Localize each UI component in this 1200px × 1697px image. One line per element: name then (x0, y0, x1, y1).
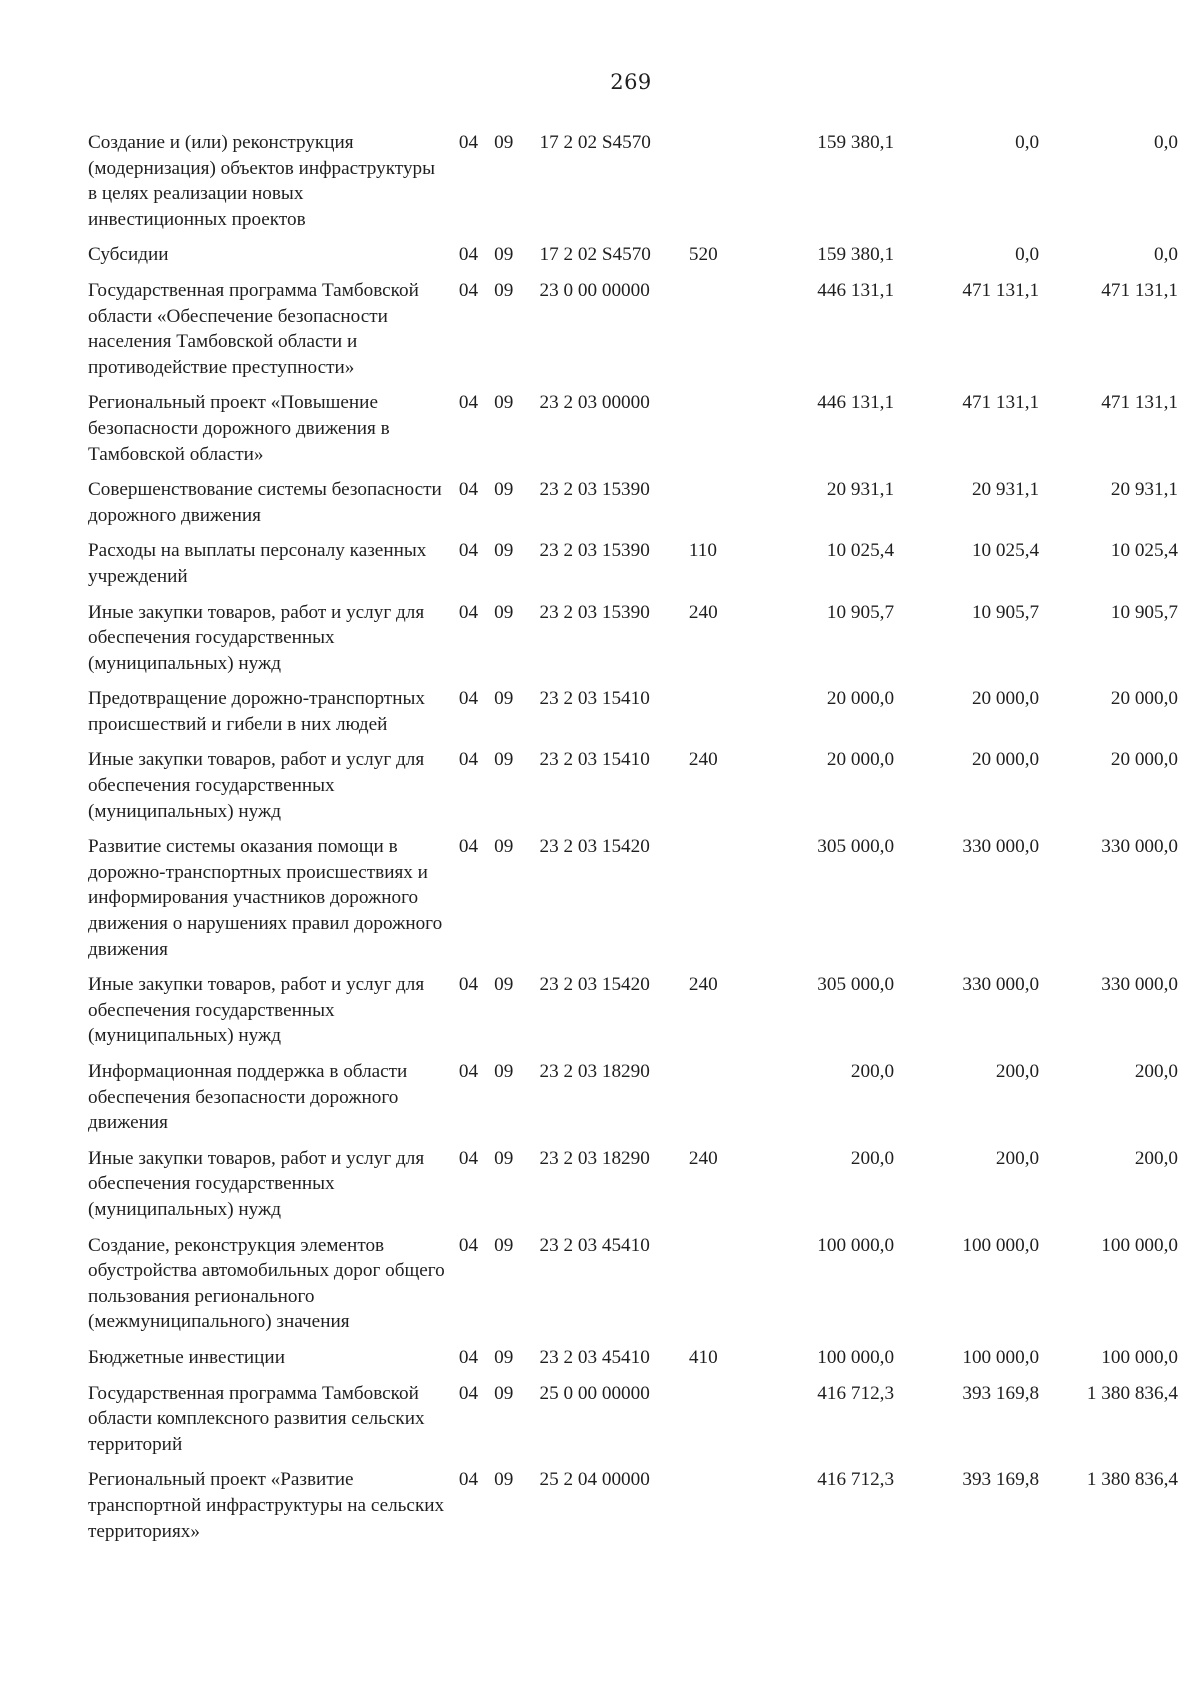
expense-name: Бюджетные инвестиции (88, 1346, 285, 1368)
expense-name: Региональный проект «Развитие транспортной инфраструктуры на сельских территориях» (88, 1469, 445, 1542)
target-article-code: 25 2 04 00000 (539, 1469, 650, 1491)
amount-year-1: 10 905,7 (826, 601, 895, 623)
amount-year-1: 200,0 (850, 1061, 895, 1082)
expense-name: Государственная программа Тамбовской области «Обеспечение безопасности населения Тамбовской области и противодействие преступности» (88, 279, 419, 378)
expense-name: Создание и (или) реконструкция (модернизация) объектов инфраструктуры в целях реализации новых инвестиционных проектов (88, 132, 436, 230)
budget-table (88, 130, 1178, 1554)
amount-year-1: 446 131,1 (817, 392, 895, 414)
subsection-code: 09 (494, 1346, 514, 1368)
target-article-code: 23 2 03 45410 (539, 1346, 650, 1368)
table-row (88, 1059, 1178, 1146)
section-code: 04 (458, 836, 479, 858)
amount-year-1: 159 380,1 (817, 132, 895, 153)
table-row (88, 972, 1178, 1059)
expense-name: Создание, реконструкция элементов обустройства автомобильных дорог общего пользования регионального (межмуниципального) значения (88, 1234, 445, 1333)
amount-year-2: 20 000,0 (971, 749, 1040, 771)
table-row (88, 130, 1178, 242)
section-code: 04 (458, 132, 479, 153)
table-row (88, 1381, 1178, 1468)
target-article-code: 23 2 03 18290 (539, 1147, 650, 1169)
expense-name: Развитие системы оказания помощи в дорожно-транспортных происшествиях и информирования участников дорожного движения о нарушениях правил дорожного движения (88, 836, 443, 960)
table-row (88, 477, 1178, 538)
expense-type-code: 240 (688, 1147, 718, 1169)
subsection-code: 09 (494, 688, 514, 710)
target-article-code: 23 2 03 15390 (539, 540, 650, 562)
amount-year-2: 393 169,8 (962, 1469, 1040, 1491)
table-row (88, 242, 1178, 278)
amount-year-3: 330 000,0 (1101, 974, 1178, 996)
expense-name: Иные закупки товаров, работ и услуг для обеспечения государственных (муниципальных) нужд (88, 601, 425, 674)
amount-year-1: 20 931,1 (826, 479, 895, 501)
expense-type-code (689, 1059, 751, 1146)
subsection-code: 09 (494, 392, 514, 414)
amount-year-3: 10 905,7 (1110, 601, 1178, 623)
expense-name: Субсидии (88, 244, 169, 266)
amount-year-3: 471 131,1 (1101, 279, 1178, 301)
amount-year-3: 100 000,0 (1101, 1346, 1178, 1368)
amount-year-3: 10 025,4 (1110, 540, 1178, 562)
amount-year-1: 10 025,4 (826, 540, 895, 562)
expense-name: Иные закупки товаров, работ и услуг для обеспечения государственных (муниципальных) нужд (88, 749, 425, 822)
section-code: 04 (458, 540, 479, 562)
amount-year-1: 305 000,0 (817, 974, 895, 996)
section-code: 04 (458, 392, 479, 414)
subsection-code: 09 (494, 974, 514, 996)
amount-year-1: 200,0 (850, 1147, 895, 1169)
target-article-code: 23 0 00 00000 (539, 279, 650, 301)
amount-year-2: 10 025,4 (971, 540, 1040, 562)
table-row (88, 686, 1178, 747)
expense-name: Совершенствование системы безопасности дорожного движения (88, 479, 442, 526)
amount-year-2: 100 000,0 (962, 1346, 1040, 1368)
target-article-code: 25 0 00 00000 (539, 1382, 650, 1404)
table-row (88, 1146, 1178, 1233)
amount-year-3: 330 000,0 (1101, 836, 1178, 858)
amount-year-3: 20 931,1 (1110, 479, 1178, 501)
table-row (88, 538, 1178, 599)
subsection-code: 09 (494, 1061, 514, 1082)
target-article-code: 23 2 03 15410 (539, 688, 650, 710)
subsection-code: 09 (494, 540, 514, 562)
target-article-code: 23 2 03 15410 (539, 749, 650, 771)
amount-year-3: 471 131,1 (1101, 392, 1178, 414)
subsection-code: 09 (494, 479, 514, 501)
target-article-code: 23 2 03 15420 (539, 836, 650, 858)
expense-type-code: 240 (688, 749, 718, 771)
section-code: 04 (458, 749, 479, 771)
target-article-code: 17 2 02 S4570 (539, 244, 651, 266)
target-article-code: 23 2 03 00000 (539, 392, 650, 414)
target-article-code: 23 2 03 18290 (539, 1061, 650, 1082)
amount-year-2: 20 000,0 (971, 688, 1040, 710)
expense-type-code: 240 (688, 601, 718, 623)
target-article-code: 23 2 03 45410 (539, 1234, 650, 1256)
expense-type-code (689, 477, 751, 538)
section-code: 04 (458, 1234, 479, 1256)
amount-year-3: 200,0 (1134, 1061, 1178, 1082)
section-code: 04 (458, 1061, 479, 1082)
table-row (88, 834, 1178, 972)
expense-type-code (689, 1381, 751, 1468)
amount-year-1: 100 000,0 (817, 1346, 895, 1368)
expense-name: Иные закупки товаров, работ и услуг для обеспечения государственных (муниципальных) нужд (88, 1147, 425, 1220)
table-row (88, 278, 1178, 390)
expense-type-code (689, 130, 751, 242)
section-code: 04 (458, 601, 479, 623)
subsection-code: 09 (494, 601, 514, 623)
section-code: 04 (458, 479, 479, 501)
amount-year-2: 200,0 (995, 1061, 1040, 1082)
amount-year-2: 10 905,7 (971, 601, 1040, 623)
section-code: 04 (458, 688, 479, 710)
subsection-code: 09 (494, 279, 514, 301)
amount-year-3: 200,0 (1134, 1147, 1178, 1169)
subsection-code: 09 (494, 1382, 514, 1404)
subsection-code: 09 (494, 132, 514, 153)
expense-type-code (689, 390, 751, 477)
amount-year-1: 159 380,1 (817, 244, 895, 266)
section-code: 04 (458, 1147, 479, 1169)
expense-type-code: 520 (688, 244, 718, 266)
amount-year-3: 1 380 836,4 (1086, 1469, 1178, 1491)
section-code: 04 (458, 1346, 479, 1368)
expense-type-code: 410 (688, 1346, 718, 1368)
subsection-code: 09 (494, 1234, 514, 1256)
expense-name: Иные закупки товаров, работ и услуг для обеспечения государственных (муниципальных) нужд (88, 974, 425, 1047)
amount-year-1: 446 131,1 (817, 279, 895, 301)
amount-year-1: 416 712,3 (817, 1469, 895, 1491)
expense-name: Государственная программа Тамбовской области комплексного развития сельских территорий (88, 1382, 425, 1455)
expense-name: Информационная поддержка в области обеспечения безопасности дорожного движения (88, 1061, 408, 1134)
table-row (88, 1233, 1178, 1345)
amount-year-2: 330 000,0 (962, 836, 1040, 858)
expense-type-code (689, 686, 751, 747)
amount-year-2: 0,0 (1015, 244, 1040, 266)
amount-year-1: 100 000,0 (817, 1234, 895, 1256)
expense-type-code (689, 278, 751, 390)
amount-year-3: 100 000,0 (1101, 1234, 1178, 1256)
amount-year-2: 200,0 (995, 1147, 1040, 1169)
page-number: 269 (610, 70, 652, 94)
table-body (88, 130, 1178, 1554)
expense-name: Региональный проект «Повышение безопасности дорожного движения в Тамбовской области» (88, 392, 390, 465)
expense-type-code (689, 1467, 751, 1554)
amount-year-2: 20 931,1 (971, 479, 1040, 501)
expense-name: Предотвращение дорожно-транспортных происшествий и гибели в них людей (88, 688, 425, 735)
section-code: 04 (458, 974, 479, 996)
section-code: 04 (458, 279, 479, 301)
amount-year-3: 1 380 836,4 (1086, 1382, 1178, 1404)
amount-year-2: 471 131,1 (962, 392, 1040, 414)
table-row (88, 747, 1178, 834)
table-row (88, 1467, 1178, 1554)
amount-year-1: 20 000,0 (826, 688, 895, 710)
amount-year-1: 305 000,0 (817, 836, 895, 858)
amount-year-1: 20 000,0 (826, 749, 895, 771)
expense-type-code (689, 1233, 751, 1345)
target-article-code: 23 2 03 15420 (539, 974, 650, 996)
amount-year-1: 416 712,3 (817, 1382, 895, 1404)
expense-type-code (689, 834, 751, 972)
subsection-code: 09 (494, 244, 514, 266)
subsection-code: 09 (494, 1147, 514, 1169)
amount-year-3: 0,0 (1154, 132, 1178, 153)
amount-year-2: 0,0 (1015, 132, 1040, 153)
expense-name: Расходы на выплаты персоналу казенных учреждений (88, 540, 427, 587)
expense-type-code: 240 (688, 974, 718, 996)
subsection-code: 09 (494, 749, 514, 771)
table-row (88, 600, 1178, 687)
amount-year-2: 393 169,8 (962, 1382, 1040, 1404)
amount-year-3: 0,0 (1154, 244, 1178, 266)
section-code: 04 (458, 1382, 479, 1404)
amount-year-2: 330 000,0 (962, 974, 1040, 996)
section-code: 04 (458, 244, 479, 266)
amount-year-2: 471 131,1 (962, 279, 1040, 301)
amount-year-3: 20 000,0 (1110, 688, 1178, 710)
table-row (88, 1345, 1178, 1381)
amount-year-3: 20 000,0 (1110, 749, 1178, 771)
target-article-code: 23 2 03 15390 (539, 479, 650, 501)
table-row (88, 390, 1178, 477)
subsection-code: 09 (494, 836, 514, 858)
expense-type-code: 110 (688, 540, 717, 562)
subsection-code: 09 (494, 1469, 514, 1491)
target-article-code: 17 2 02 S4570 (539, 132, 651, 153)
section-code: 04 (458, 1469, 479, 1491)
target-article-code: 23 2 03 15390 (539, 601, 650, 623)
amount-year-2: 100 000,0 (962, 1234, 1040, 1256)
